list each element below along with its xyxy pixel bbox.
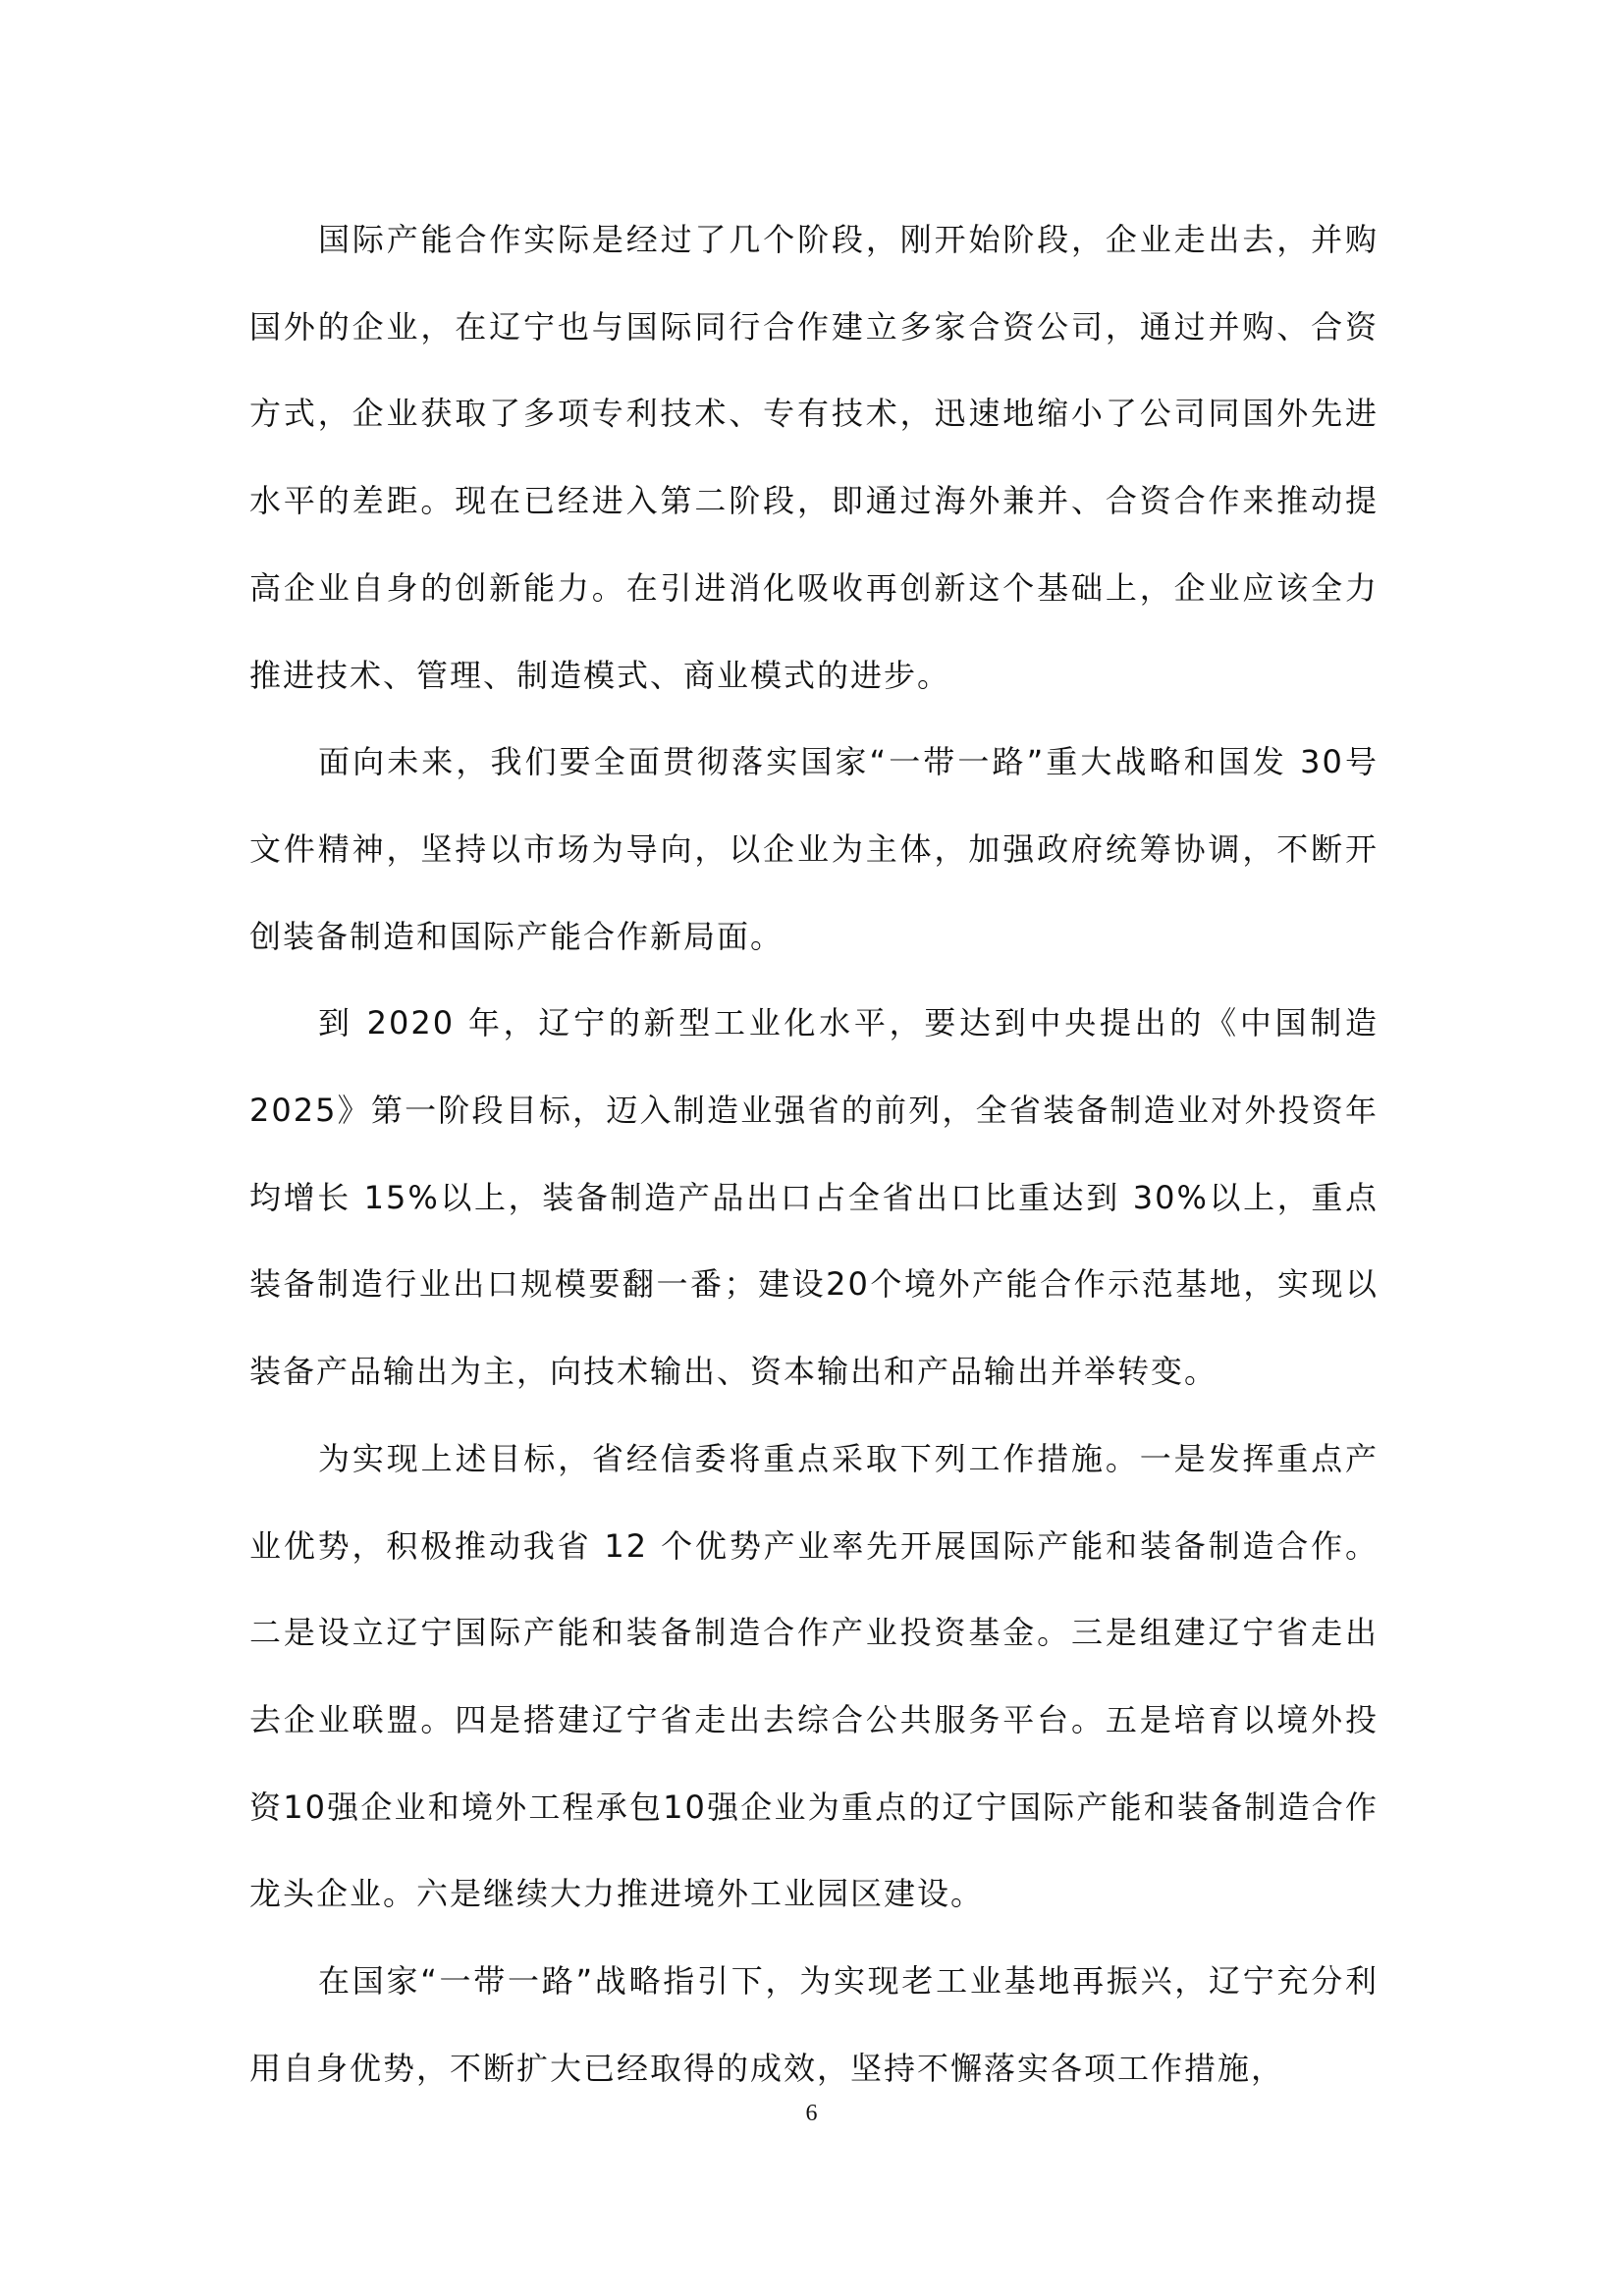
paragraph-3: 到 2020 年，辽宁的新型工业化水平，要达到中央提出的《中国制造2025》第一阶段目标，迈入制造业强省的前列，全省装备制造业对外投资年均增长 15%以上，装备制造产品出口占全省出口比重达到 30%以上，重点装备制造行业出口规模要翻一番；建设20个境外产能合作示范基地，实现以装备产品输出为主，向技术输出、资本输出和产品输出并举转变。 xyxy=(249,1004,1379,1391)
paragraph-2: 面向未来，我们要全面贯彻落实国家“一带一路”重大战略和国发 30号文件精神，坚持以市场为导向，以企业为主体，加强政府统筹协调，不断开创装备制造和国际产能合作新局面。 xyxy=(249,743,1379,955)
paragraph-5: 在国家“一带一路”战略指引下，为实现老工业基地再振兴，辽宁充分利用自身优势，不断扩大已经取得的成效，坚持不懈落实各项工作措施， xyxy=(249,1962,1379,2087)
paragraph-1: 国际产能合作实际是经过了几个阶段，刚开始阶段，企业走出去，并购国外的企业，在辽宁也与国际同行合作建立多家合资公司，通过并购、合资方式，企业获取了多项专利技术、专有技术，迅速地缩小了公司同国外先进水平的差距。现在已经进入第二阶段，即通过海外兼并、合资合作来推动提高企业自身的创新能力。在引进消化吸收再创新这个基础上，企业应该全力推进技术、管理、制造模式、商业模式的进步。 xyxy=(249,221,1379,694)
body-text xyxy=(249,196,1379,2111)
page-number: 6 xyxy=(805,2101,818,2126)
paragraph-4: 为实现上述目标，省经信委将重点采取下列工作措施。一是发挥重点产业优势，积极推动我省 12 个优势产业率先开展国际产能和装备制造合作。二是设立辽宁国际产能和装备制造合作产业投资基金。三是组建辽宁省走出去企业联盟。四是搭建辽宁省走出去综合公共服务平台。五是培育以境外投资10强企业和境外工程承包10强企业为重点的辽宁国际产能和装备制造合作龙头企业。六是继续大力推进境外工业园区建设。 xyxy=(249,1439,1379,1913)
